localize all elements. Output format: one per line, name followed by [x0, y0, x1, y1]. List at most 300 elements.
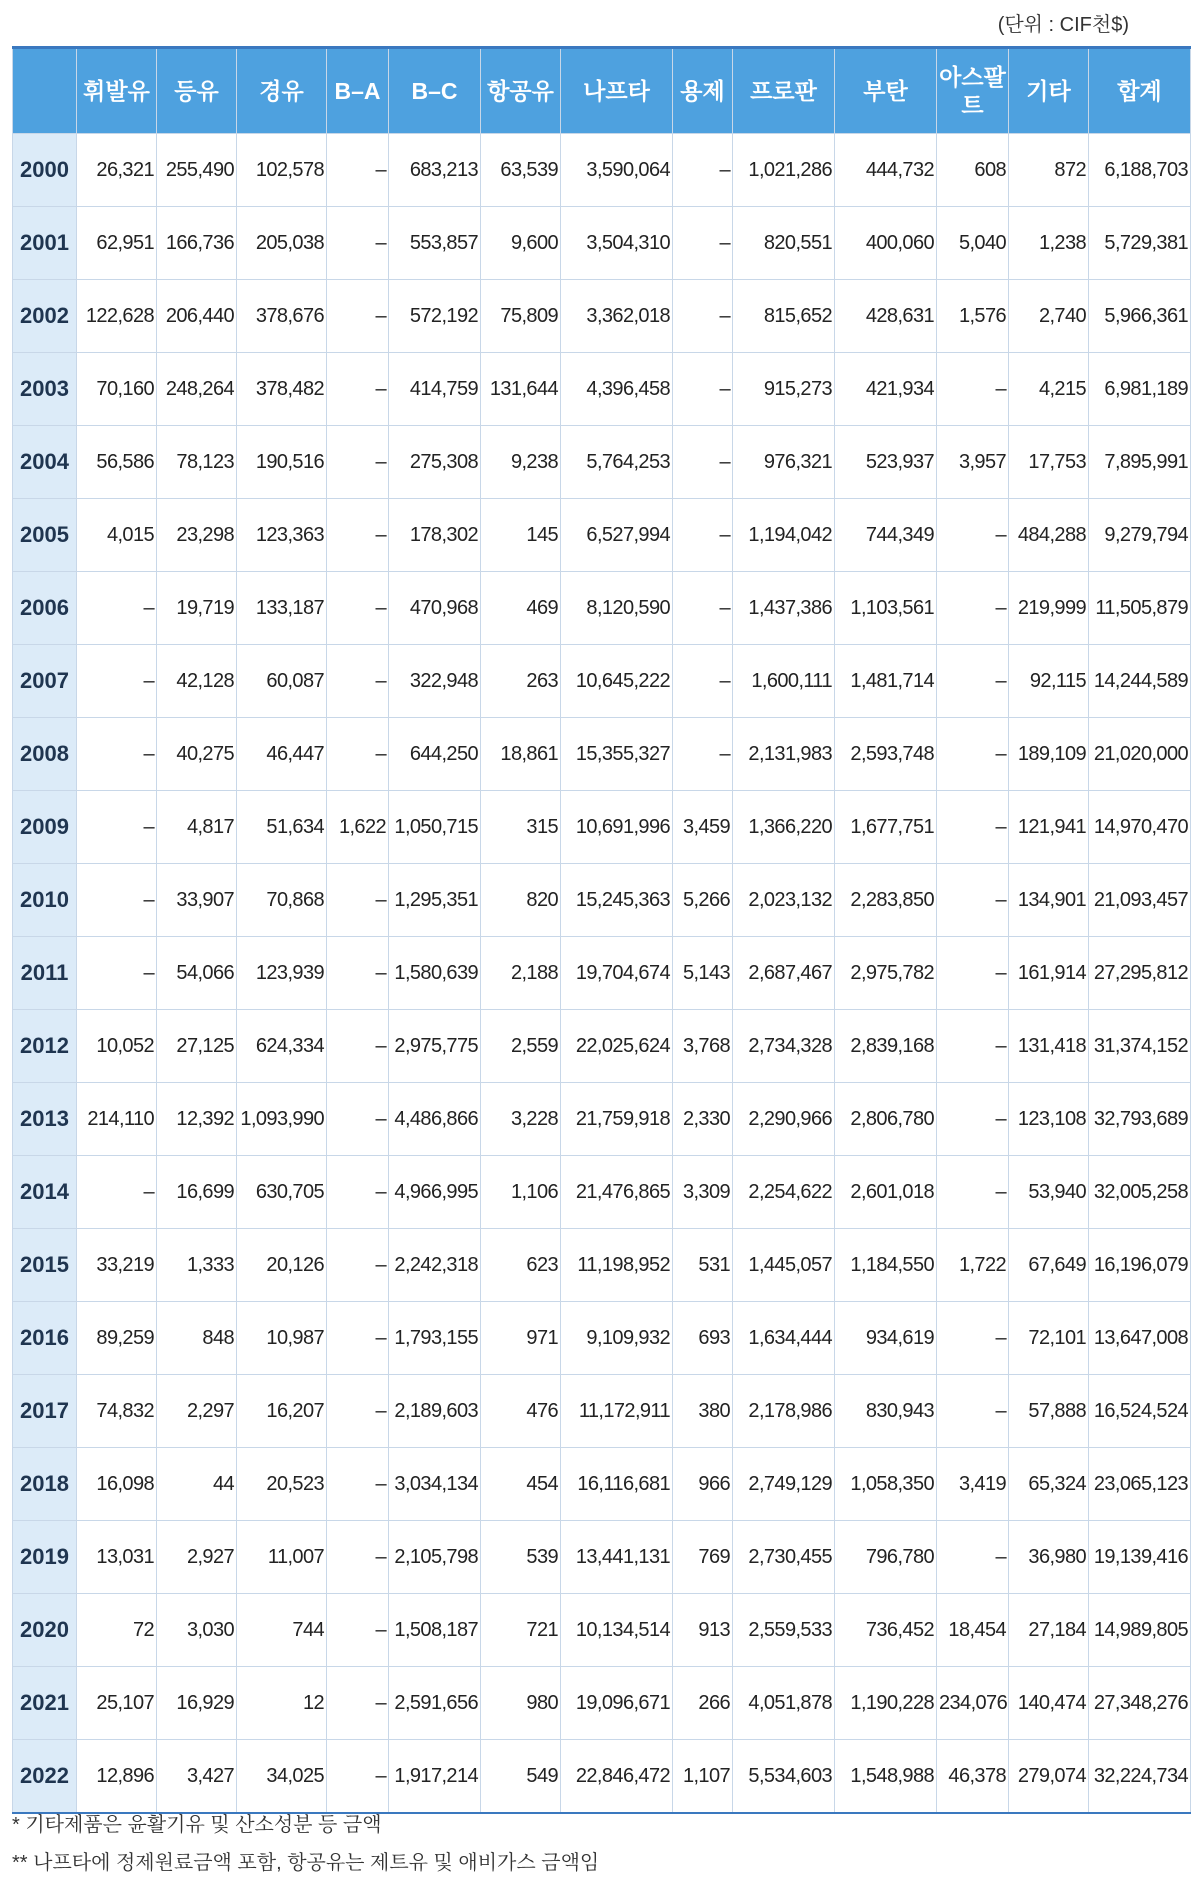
value-cell: 56,586: [77, 426, 157, 499]
value-cell: 1,445,057: [733, 1229, 835, 1302]
value-cell: 1,622: [327, 791, 389, 864]
value-cell: 4,817: [157, 791, 237, 864]
header-cell: 부탄: [835, 48, 937, 134]
value-cell: 5,966,361: [1089, 280, 1191, 353]
value-cell: 32,005,258: [1089, 1156, 1191, 1229]
value-cell: 3,590,064: [561, 134, 673, 207]
table-body: [13, 134, 1191, 1814]
value-cell: 1,333: [157, 1229, 237, 1302]
value-cell: 23,065,123: [1089, 1448, 1191, 1521]
footnotes: [12, 1806, 599, 1882]
value-cell: –: [327, 134, 389, 207]
value-cell: 1,184,550: [835, 1229, 937, 1302]
value-cell: 1,677,751: [835, 791, 937, 864]
value-cell: 1,190,228: [835, 1667, 937, 1740]
header-cell: B–A: [327, 48, 389, 134]
value-cell: 10,987: [237, 1302, 327, 1375]
value-cell: 67,649: [1009, 1229, 1089, 1302]
value-cell: 62,951: [77, 207, 157, 280]
value-cell: 20,126: [237, 1229, 327, 1302]
value-cell: –: [327, 1302, 389, 1375]
value-cell: 3,309: [673, 1156, 733, 1229]
value-cell: –: [937, 499, 1009, 572]
value-cell: 36,980: [1009, 1521, 1089, 1594]
value-cell: –: [673, 572, 733, 645]
value-cell: 20,523: [237, 1448, 327, 1521]
value-cell: 915,273: [733, 353, 835, 426]
value-cell: –: [327, 1010, 389, 1083]
value-cell: 2,975,775: [389, 1010, 481, 1083]
value-cell: –: [77, 645, 157, 718]
table-row: [13, 134, 1191, 207]
value-cell: 9,238: [481, 426, 561, 499]
value-cell: 205,038: [237, 207, 327, 280]
value-cell: 2,740: [1009, 280, 1089, 353]
value-cell: 872: [1009, 134, 1089, 207]
value-cell: 266: [673, 1667, 733, 1740]
value-cell: 693: [673, 1302, 733, 1375]
value-cell: 2,927: [157, 1521, 237, 1594]
value-cell: 206,440: [157, 280, 237, 353]
value-cell: 248,264: [157, 353, 237, 426]
value-cell: 1,106: [481, 1156, 561, 1229]
value-cell: 2,601,018: [835, 1156, 937, 1229]
value-cell: 5,040: [937, 207, 1009, 280]
value-cell: 10,691,996: [561, 791, 673, 864]
value-cell: 796,780: [835, 1521, 937, 1594]
value-cell: 2,839,168: [835, 1010, 937, 1083]
year-cell: 2007: [13, 645, 77, 718]
value-cell: 980: [481, 1667, 561, 1740]
value-cell: –: [327, 645, 389, 718]
value-cell: 608: [937, 134, 1009, 207]
value-cell: 27,184: [1009, 1594, 1089, 1667]
table-row: [13, 1302, 1191, 1375]
value-cell: 830,943: [835, 1375, 937, 1448]
value-cell: –: [937, 1010, 1009, 1083]
value-cell: 13,031: [77, 1521, 157, 1594]
value-cell: 815,652: [733, 280, 835, 353]
table-row: [13, 937, 1191, 1010]
value-cell: 378,482: [237, 353, 327, 426]
value-cell: 40,275: [157, 718, 237, 791]
value-cell: 380: [673, 1375, 733, 1448]
value-cell: –: [937, 718, 1009, 791]
value-cell: 683,213: [389, 134, 481, 207]
value-cell: 19,704,674: [561, 937, 673, 1010]
value-cell: 10,052: [77, 1010, 157, 1083]
value-cell: 820,551: [733, 207, 835, 280]
value-cell: –: [937, 864, 1009, 937]
value-cell: 22,025,624: [561, 1010, 673, 1083]
value-cell: 4,396,458: [561, 353, 673, 426]
year-cell: 2015: [13, 1229, 77, 1302]
value-cell: 1,548,988: [835, 1740, 937, 1814]
year-cell: 2019: [13, 1521, 77, 1594]
value-cell: 1,481,714: [835, 645, 937, 718]
value-cell: 623: [481, 1229, 561, 1302]
value-cell: 3,030: [157, 1594, 237, 1667]
value-cell: –: [937, 353, 1009, 426]
year-cell: 2011: [13, 937, 77, 1010]
value-cell: 60,087: [237, 645, 327, 718]
header-cell: 용제: [673, 48, 733, 134]
value-cell: –: [937, 791, 1009, 864]
value-cell: 2,687,467: [733, 937, 835, 1010]
value-cell: 470,968: [389, 572, 481, 645]
value-cell: 21,093,457: [1089, 864, 1191, 937]
value-cell: 769: [673, 1521, 733, 1594]
value-cell: 9,279,794: [1089, 499, 1191, 572]
value-cell: 1,600,111: [733, 645, 835, 718]
value-cell: 2,131,983: [733, 718, 835, 791]
value-cell: 44: [157, 1448, 237, 1521]
value-cell: 8,120,590: [561, 572, 673, 645]
value-cell: 279,074: [1009, 1740, 1089, 1814]
table-row: [13, 1667, 1191, 1740]
value-cell: 3,419: [937, 1448, 1009, 1521]
value-cell: 484,288: [1009, 499, 1089, 572]
value-cell: 1,437,386: [733, 572, 835, 645]
value-cell: 976,321: [733, 426, 835, 499]
value-cell: 3,034,134: [389, 1448, 481, 1521]
value-cell: –: [937, 1375, 1009, 1448]
value-cell: 121,941: [1009, 791, 1089, 864]
year-cell: 2012: [13, 1010, 77, 1083]
value-cell: 70,868: [237, 864, 327, 937]
value-cell: 913: [673, 1594, 733, 1667]
value-cell: 444,732: [835, 134, 937, 207]
value-cell: 25,107: [77, 1667, 157, 1740]
value-cell: –: [327, 280, 389, 353]
year-cell: 2002: [13, 280, 77, 353]
value-cell: 3,427: [157, 1740, 237, 1814]
value-cell: 4,486,866: [389, 1083, 481, 1156]
value-cell: –: [937, 1083, 1009, 1156]
value-cell: 75,809: [481, 280, 561, 353]
value-cell: 122,628: [77, 280, 157, 353]
value-cell: –: [77, 1156, 157, 1229]
value-cell: 131,418: [1009, 1010, 1089, 1083]
value-cell: –: [937, 1156, 1009, 1229]
value-cell: 14,989,805: [1089, 1594, 1191, 1667]
value-cell: –: [77, 937, 157, 1010]
value-cell: 414,759: [389, 353, 481, 426]
value-cell: 572,192: [389, 280, 481, 353]
value-cell: 19,719: [157, 572, 237, 645]
value-cell: 2,734,328: [733, 1010, 835, 1083]
value-cell: –: [673, 207, 733, 280]
table-row: [13, 718, 1191, 791]
value-cell: 971: [481, 1302, 561, 1375]
value-cell: 5,764,253: [561, 426, 673, 499]
value-cell: 16,116,681: [561, 1448, 673, 1521]
value-cell: 10,645,222: [561, 645, 673, 718]
value-cell: 4,051,878: [733, 1667, 835, 1740]
value-cell: –: [673, 134, 733, 207]
value-cell: 2,254,622: [733, 1156, 835, 1229]
value-cell: 15,245,363: [561, 864, 673, 937]
value-cell: 123,939: [237, 937, 327, 1010]
value-cell: 13,647,008: [1089, 1302, 1191, 1375]
table-row: [13, 353, 1191, 426]
header-cell: 프로판: [733, 48, 835, 134]
value-cell: 531: [673, 1229, 733, 1302]
value-cell: 1,107: [673, 1740, 733, 1814]
value-cell: 12: [237, 1667, 327, 1740]
value-cell: 2,178,986: [733, 1375, 835, 1448]
value-cell: –: [937, 645, 1009, 718]
value-cell: 11,007: [237, 1521, 327, 1594]
header-cell: B–C: [389, 48, 481, 134]
value-cell: 2,749,129: [733, 1448, 835, 1521]
value-cell: –: [937, 572, 1009, 645]
value-cell: 1,366,220: [733, 791, 835, 864]
header-cell: 나프타: [561, 48, 673, 134]
value-cell: –: [77, 864, 157, 937]
value-cell: 4,215: [1009, 353, 1089, 426]
value-cell: 2,189,603: [389, 1375, 481, 1448]
value-cell: 275,308: [389, 426, 481, 499]
year-cell: 2013: [13, 1083, 77, 1156]
value-cell: –: [937, 1521, 1009, 1594]
value-cell: –: [327, 937, 389, 1010]
value-cell: 27,348,276: [1089, 1667, 1191, 1740]
value-cell: 14,244,589: [1089, 645, 1191, 718]
value-cell: 1,295,351: [389, 864, 481, 937]
value-cell: 19,139,416: [1089, 1521, 1191, 1594]
year-cell: 2006: [13, 572, 77, 645]
value-cell: 51,634: [237, 791, 327, 864]
value-cell: 32,224,734: [1089, 1740, 1191, 1814]
value-cell: –: [327, 572, 389, 645]
value-cell: 32,793,689: [1089, 1083, 1191, 1156]
value-cell: 6,981,189: [1089, 353, 1191, 426]
value-cell: 34,025: [237, 1740, 327, 1814]
unit-label: (단위 : CIF천$): [997, 14, 1129, 36]
value-cell: 234,076: [937, 1667, 1009, 1740]
value-cell: 33,907: [157, 864, 237, 937]
table-row: [13, 207, 1191, 280]
value-cell: –: [327, 1594, 389, 1667]
value-cell: 255,490: [157, 134, 237, 207]
value-cell: –: [673, 353, 733, 426]
header-cell: 등유: [157, 48, 237, 134]
value-cell: 553,857: [389, 207, 481, 280]
import-table: [12, 46, 1191, 1814]
value-cell: 1,580,639: [389, 937, 481, 1010]
header-row: [13, 48, 1191, 134]
value-cell: 1,238: [1009, 207, 1089, 280]
value-cell: 12,896: [77, 1740, 157, 1814]
table-row: [13, 1010, 1191, 1083]
table-row: [13, 1156, 1191, 1229]
value-cell: 214,110: [77, 1083, 157, 1156]
table-row: [13, 791, 1191, 864]
value-cell: 10,134,514: [561, 1594, 673, 1667]
value-cell: 1,093,990: [237, 1083, 327, 1156]
value-cell: 2,559: [481, 1010, 561, 1083]
value-cell: 6,188,703: [1089, 134, 1191, 207]
value-cell: 2,188: [481, 937, 561, 1010]
year-cell: 2009: [13, 791, 77, 864]
value-cell: 848: [157, 1302, 237, 1375]
value-cell: 140,474: [1009, 1667, 1089, 1740]
value-cell: –: [673, 280, 733, 353]
value-cell: 16,699: [157, 1156, 237, 1229]
header-corner: [13, 48, 77, 134]
value-cell: 523,937: [835, 426, 937, 499]
value-cell: –: [327, 426, 389, 499]
table-row: [13, 1740, 1191, 1814]
value-cell: 134,901: [1009, 864, 1089, 937]
value-cell: 644,250: [389, 718, 481, 791]
value-cell: 539: [481, 1521, 561, 1594]
year-cell: 2017: [13, 1375, 77, 1448]
value-cell: 263: [481, 645, 561, 718]
value-cell: 721: [481, 1594, 561, 1667]
header-cell: 합계: [1089, 48, 1191, 134]
value-cell: –: [327, 1083, 389, 1156]
value-cell: 2,806,780: [835, 1083, 937, 1156]
header-cell: 기타: [1009, 48, 1089, 134]
table-row: [13, 499, 1191, 572]
value-cell: 15,355,327: [561, 718, 673, 791]
value-cell: 3,228: [481, 1083, 561, 1156]
value-cell: 189,109: [1009, 718, 1089, 791]
value-cell: –: [673, 718, 733, 791]
value-cell: 428,631: [835, 280, 937, 353]
year-cell: 2018: [13, 1448, 77, 1521]
value-cell: 1,050,715: [389, 791, 481, 864]
value-cell: –: [327, 1156, 389, 1229]
value-cell: 4,015: [77, 499, 157, 572]
value-cell: 31,374,152: [1089, 1010, 1191, 1083]
value-cell: –: [937, 1302, 1009, 1375]
footnote: ** 나프타에 정제원료금액 포함, 항공유는 제트유 및 애비가스 금액임: [12, 1852, 600, 1874]
value-cell: 2,023,132: [733, 864, 835, 937]
value-cell: 4,966,995: [389, 1156, 481, 1229]
value-cell: 744,349: [835, 499, 937, 572]
table-row: [13, 864, 1191, 937]
value-cell: 5,266: [673, 864, 733, 937]
value-cell: 630,705: [237, 1156, 327, 1229]
value-cell: 27,125: [157, 1010, 237, 1083]
value-cell: 11,172,911: [561, 1375, 673, 1448]
value-cell: 16,098: [77, 1448, 157, 1521]
value-cell: 454: [481, 1448, 561, 1521]
value-cell: 5,729,381: [1089, 207, 1191, 280]
value-cell: 63,539: [481, 134, 561, 207]
year-cell: 2003: [13, 353, 77, 426]
value-cell: 378,676: [237, 280, 327, 353]
value-cell: 16,207: [237, 1375, 327, 1448]
value-cell: 2,297: [157, 1375, 237, 1448]
value-cell: 3,957: [937, 426, 1009, 499]
value-cell: 5,143: [673, 937, 733, 1010]
value-cell: 72,101: [1009, 1302, 1089, 1375]
value-cell: 2,290,966: [733, 1083, 835, 1156]
table-row: [13, 1375, 1191, 1448]
value-cell: 18,454: [937, 1594, 1009, 1667]
value-cell: 33,219: [77, 1229, 157, 1302]
table-row: [13, 426, 1191, 499]
year-cell: 2016: [13, 1302, 77, 1375]
value-cell: 820: [481, 864, 561, 937]
value-cell: –: [937, 937, 1009, 1010]
value-cell: 166,736: [157, 207, 237, 280]
value-cell: 133,187: [237, 572, 327, 645]
value-cell: 2,283,850: [835, 864, 937, 937]
year-cell: 2000: [13, 134, 77, 207]
value-cell: 2,730,455: [733, 1521, 835, 1594]
value-cell: 53,940: [1009, 1156, 1089, 1229]
year-cell: 2004: [13, 426, 77, 499]
value-cell: 70,160: [77, 353, 157, 426]
value-cell: 123,363: [237, 499, 327, 572]
value-cell: 14,970,470: [1089, 791, 1191, 864]
header-cell: 경유: [237, 48, 327, 134]
table-row: [13, 1521, 1191, 1594]
value-cell: 219,999: [1009, 572, 1089, 645]
value-cell: 1,722: [937, 1229, 1009, 1302]
value-cell: 736,452: [835, 1594, 937, 1667]
year-cell: 2008: [13, 718, 77, 791]
value-cell: 21,759,918: [561, 1083, 673, 1156]
value-cell: 469: [481, 572, 561, 645]
value-cell: 12,392: [157, 1083, 237, 1156]
value-cell: 16,196,079: [1089, 1229, 1191, 1302]
year-cell: 2005: [13, 499, 77, 572]
value-cell: 9,600: [481, 207, 561, 280]
value-cell: 3,504,310: [561, 207, 673, 280]
year-cell: 2001: [13, 207, 77, 280]
value-cell: 421,934: [835, 353, 937, 426]
value-cell: 2,975,782: [835, 937, 937, 1010]
value-cell: 27,295,812: [1089, 937, 1191, 1010]
value-cell: 1,634,444: [733, 1302, 835, 1375]
value-cell: 17,753: [1009, 426, 1089, 499]
value-cell: 1,194,042: [733, 499, 835, 572]
value-cell: –: [673, 426, 733, 499]
value-cell: –: [327, 1375, 389, 1448]
value-cell: 476: [481, 1375, 561, 1448]
value-cell: –: [327, 1740, 389, 1814]
value-cell: 2,242,318: [389, 1229, 481, 1302]
value-cell: 2,330: [673, 1083, 733, 1156]
value-cell: 78,123: [157, 426, 237, 499]
table-row: [13, 1594, 1191, 1667]
value-cell: 21,020,000: [1089, 718, 1191, 791]
value-cell: 1,508,187: [389, 1594, 481, 1667]
value-cell: 74,832: [77, 1375, 157, 1448]
value-cell: –: [673, 499, 733, 572]
value-cell: 315: [481, 791, 561, 864]
value-cell: 26,321: [77, 134, 157, 207]
value-cell: 624,334: [237, 1010, 327, 1083]
value-cell: 6,527,994: [561, 499, 673, 572]
year-cell: 2020: [13, 1594, 77, 1667]
value-cell: 7,895,991: [1089, 426, 1191, 499]
value-cell: 1,576: [937, 280, 1009, 353]
value-cell: 3,768: [673, 1010, 733, 1083]
value-cell: 1,917,214: [389, 1740, 481, 1814]
footnote: * 기타제품은 윤활기유 및 산소성분 등 금액: [12, 1814, 382, 1836]
value-cell: –: [327, 718, 389, 791]
value-cell: 19,096,671: [561, 1667, 673, 1740]
value-cell: 21,476,865: [561, 1156, 673, 1229]
value-cell: 42,128: [157, 645, 237, 718]
